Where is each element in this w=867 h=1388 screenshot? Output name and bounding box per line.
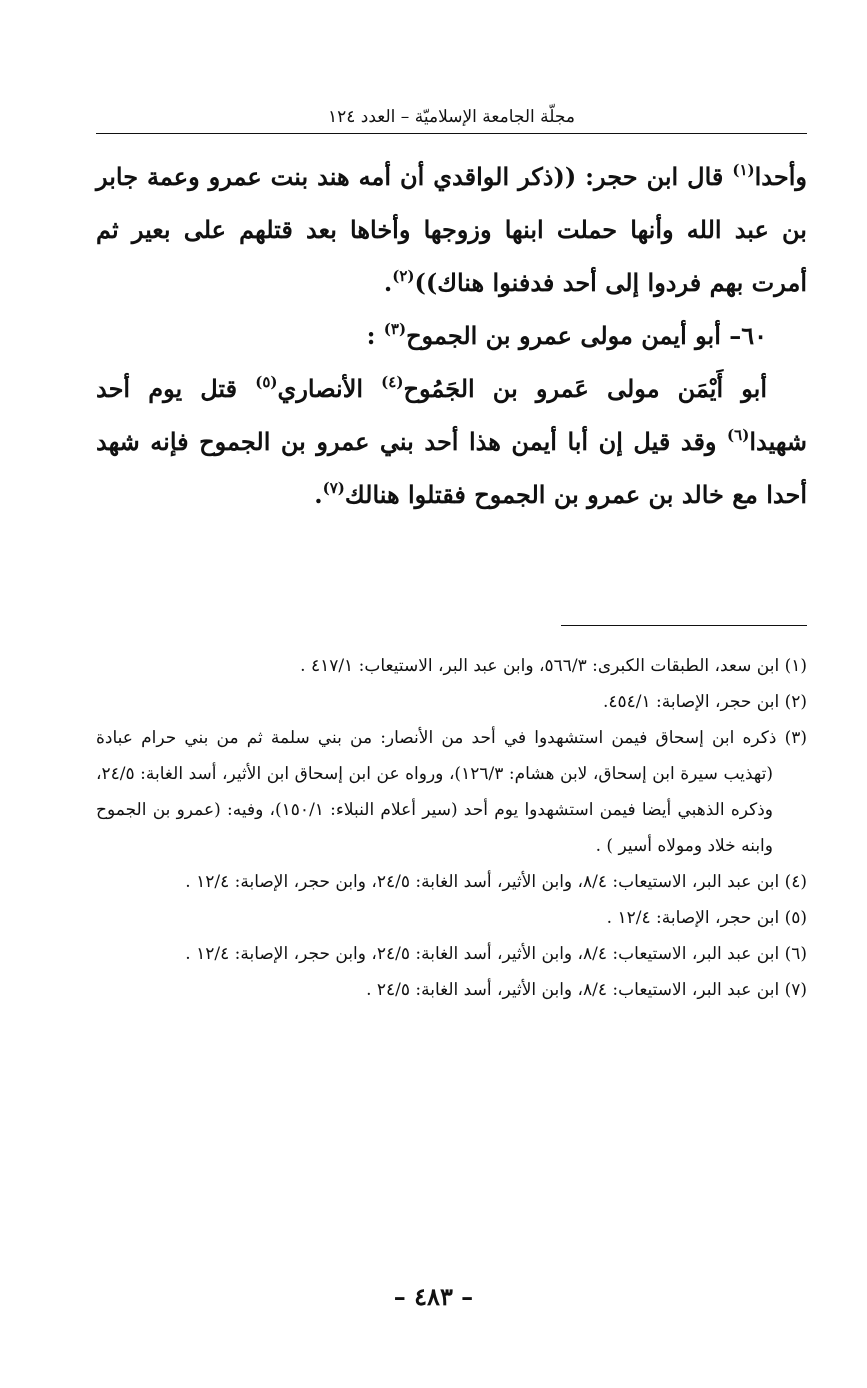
text-run: وأحدا <box>754 162 807 191</box>
footnotes <box>96 648 807 1008</box>
text-run: . <box>383 268 393 297</box>
text-run: قال ابن حجر: ((ذكر الواقدي أن أمه هند بنت عمرو وعمة جابر بن عبد الله وأنها حملت ابنها وزوجها وأخاها بعد قتلهم على بعير ثم أمرت بهم فردوا إلى أحد فدفنوا هناك)) <box>96 162 807 297</box>
footnote-ref-2[interactable]: (٢) <box>392 267 415 285</box>
footnote-ref-5[interactable]: (٥) <box>255 373 278 391</box>
header-rule <box>96 133 807 134</box>
entry-title: ٦٠– أبو أيمن مولى عمرو بن الجموح <box>406 321 767 350</box>
entry-heading <box>96 309 807 362</box>
text-run: . <box>314 480 323 509</box>
footnote-2: (٢) ابن حجر، الإصابة: ٤٥٤/١. <box>602 692 807 712</box>
footnote-ref-7[interactable]: (٧) <box>322 479 345 497</box>
paragraph-2 <box>96 362 807 521</box>
text-run: : <box>366 321 384 350</box>
footnote-separator <box>561 625 807 626</box>
footnote-ref-1[interactable]: (١) <box>732 161 755 179</box>
footnote-ref-6[interactable]: (٦) <box>727 426 750 444</box>
main-text <box>96 150 807 521</box>
footnote-7: (٧) ابن عبد البر، الاستيعاب: ٨/٤، وابن الأثير، أسد الغابة: ٢٤/٥ . <box>366 980 807 1000</box>
text-run: الأنصاري <box>277 374 382 403</box>
page-number: – ٤٨٣ – <box>393 1282 474 1311</box>
footnote-ref-4[interactable]: (٤) <box>381 373 404 391</box>
text-run: أبو أَيْمَن مولى عَمرو بن الجَمُوح <box>403 374 767 403</box>
footnote-5: (٥) ابن حجر، الإصابة: ١٢/٤ . <box>606 908 807 928</box>
paragraph-1 <box>96 150 807 309</box>
running-header: مجلّة الجامعة الإسلاميّة – العدد ١٢٤ <box>328 107 575 127</box>
text-run: وقد قيل إن أبا أيمن هذا أحد بني عمرو بن الجموح فإنه شهد أحدا مع خالد بن عمرو بن الجموح فقتلوا هنالك <box>96 427 807 509</box>
footnote-3: (٣) ذكره ابن إسحاق فيمن استشهدوا في أحد من الأنصار: من بني سلمة ثم من بني حرام عبادة (تهذيب سيرة ابن إسحاق، لابن هشام: ١٢٦/٣)، ورواه عن ابن إسحاق ابن الأثير، أسد الغابة: ٢٤/٥، وذكره الذهبي أيضا فيمن استشهدوا يوم أحد (سير أعلام النبلاء: ١٥٠/١)، وفيه: (عمرو بن الجموح وابنه خلاد ومولاه أسير ) . <box>96 728 807 856</box>
text-run: قتل يوم أحد شهيدا <box>96 374 807 456</box>
footnote-1: (١) ابن سعد، الطبقات الكبرى: ٥٦٦/٣، وابن عبد البر، الاستيعاب: ٤١٧/١ . <box>300 656 807 676</box>
footnote-6: (٦) ابن عبد البر، الاستيعاب: ٨/٤، وابن الأثير، أسد الغابة: ٢٤/٥، وابن حجر، الإصابة: ١٢/٤ . <box>185 944 807 964</box>
footnote-ref-3[interactable]: (٣) <box>383 320 407 338</box>
footnote-4: (٤) ابن عبد البر، الاستيعاب: ٨/٤، وابن الأثير، أسد الغابة: ٢٤/٥، وابن حجر، الإصابة: ١٢/٤ . <box>185 872 807 892</box>
